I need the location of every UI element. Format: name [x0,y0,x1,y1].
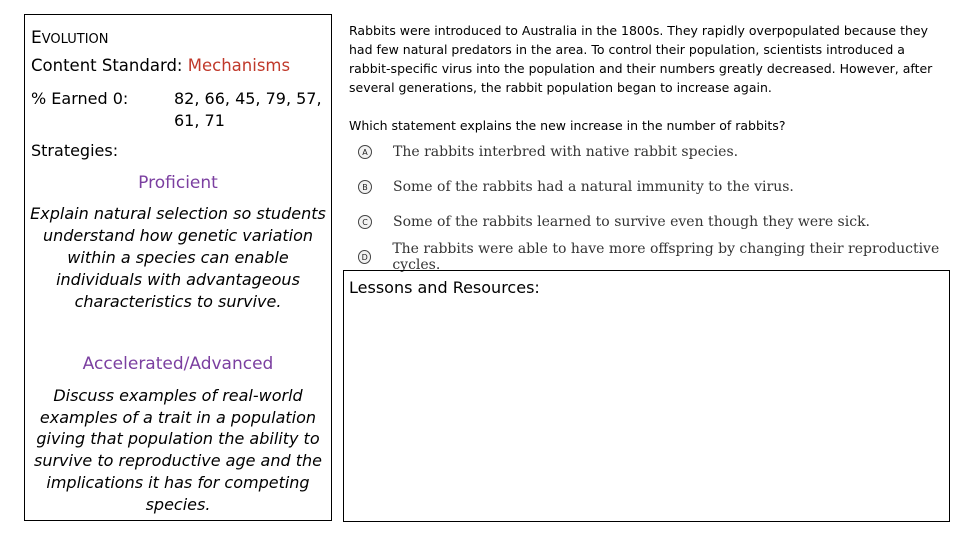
proficient-heading: Proficient [138,173,218,193]
question-passage: Rabbits were introduced to Australia in the 1800s. They rapidly overpopulated because they had few natural predators in the area. To control their population, scientists introduced a rabbit-specific virus into the population and their numbers greatly decreased. However, after several generations, the rabbit population began to increase again. [349,23,933,95]
choice-d[interactable] [358,241,958,273]
choice-d-bubble-icon[interactable]: D [358,250,371,264]
strategies-label: Strategies: [31,141,119,160]
choice-b-text: Some of the rabbits had a natural immunity to the virus. [393,179,794,195]
lessons-panel-border [343,270,950,522]
choice-c[interactable] [358,211,958,233]
choice-c-bubble-icon[interactable]: C [358,215,372,229]
content-standard-value: Mechanisms [187,56,291,75]
title-initial: E [31,28,42,48]
question-prompt: Which statement explains the new increase in the number of rabbits? [349,118,786,133]
percent-earned-label: % Earned 0: [31,89,129,108]
choice-a-text: The rabbits interbred with native rabbit species. [393,144,739,160]
lessons-title: Lessons and Resources: [349,278,540,297]
content-standard-label: Content Standard: [31,56,183,75]
choice-b[interactable] [358,176,958,198]
percent-earned-scores: 82, 66, 45, 79, 57, 61, 71 [174,89,322,130]
page-title [31,28,109,48]
advanced-text: Discuss examples of real-world examples of a trait in a population giving that population the ability to survive to reproductive age and the implications it has for competing species. [33,386,322,514]
title-rest: VOLUTION [41,32,109,47]
content-standard [31,56,290,75]
proficient-text: Explain natural selection so students understand how genetic variation within a species can enable individuals with advantageous characteristics to survive. [30,204,326,311]
choice-d-text: The rabbits were able to have more offspring by changing their reproductive cycles. [392,241,940,273]
choice-a-bubble-icon[interactable]: A [358,145,372,159]
choice-c-text: Some of the rabbits learned to survive even though they were sick. [393,214,870,230]
choice-b-bubble-icon[interactable]: B [358,180,372,194]
advanced-heading: Accelerated/Advanced [82,354,274,374]
choice-a[interactable] [358,141,958,163]
